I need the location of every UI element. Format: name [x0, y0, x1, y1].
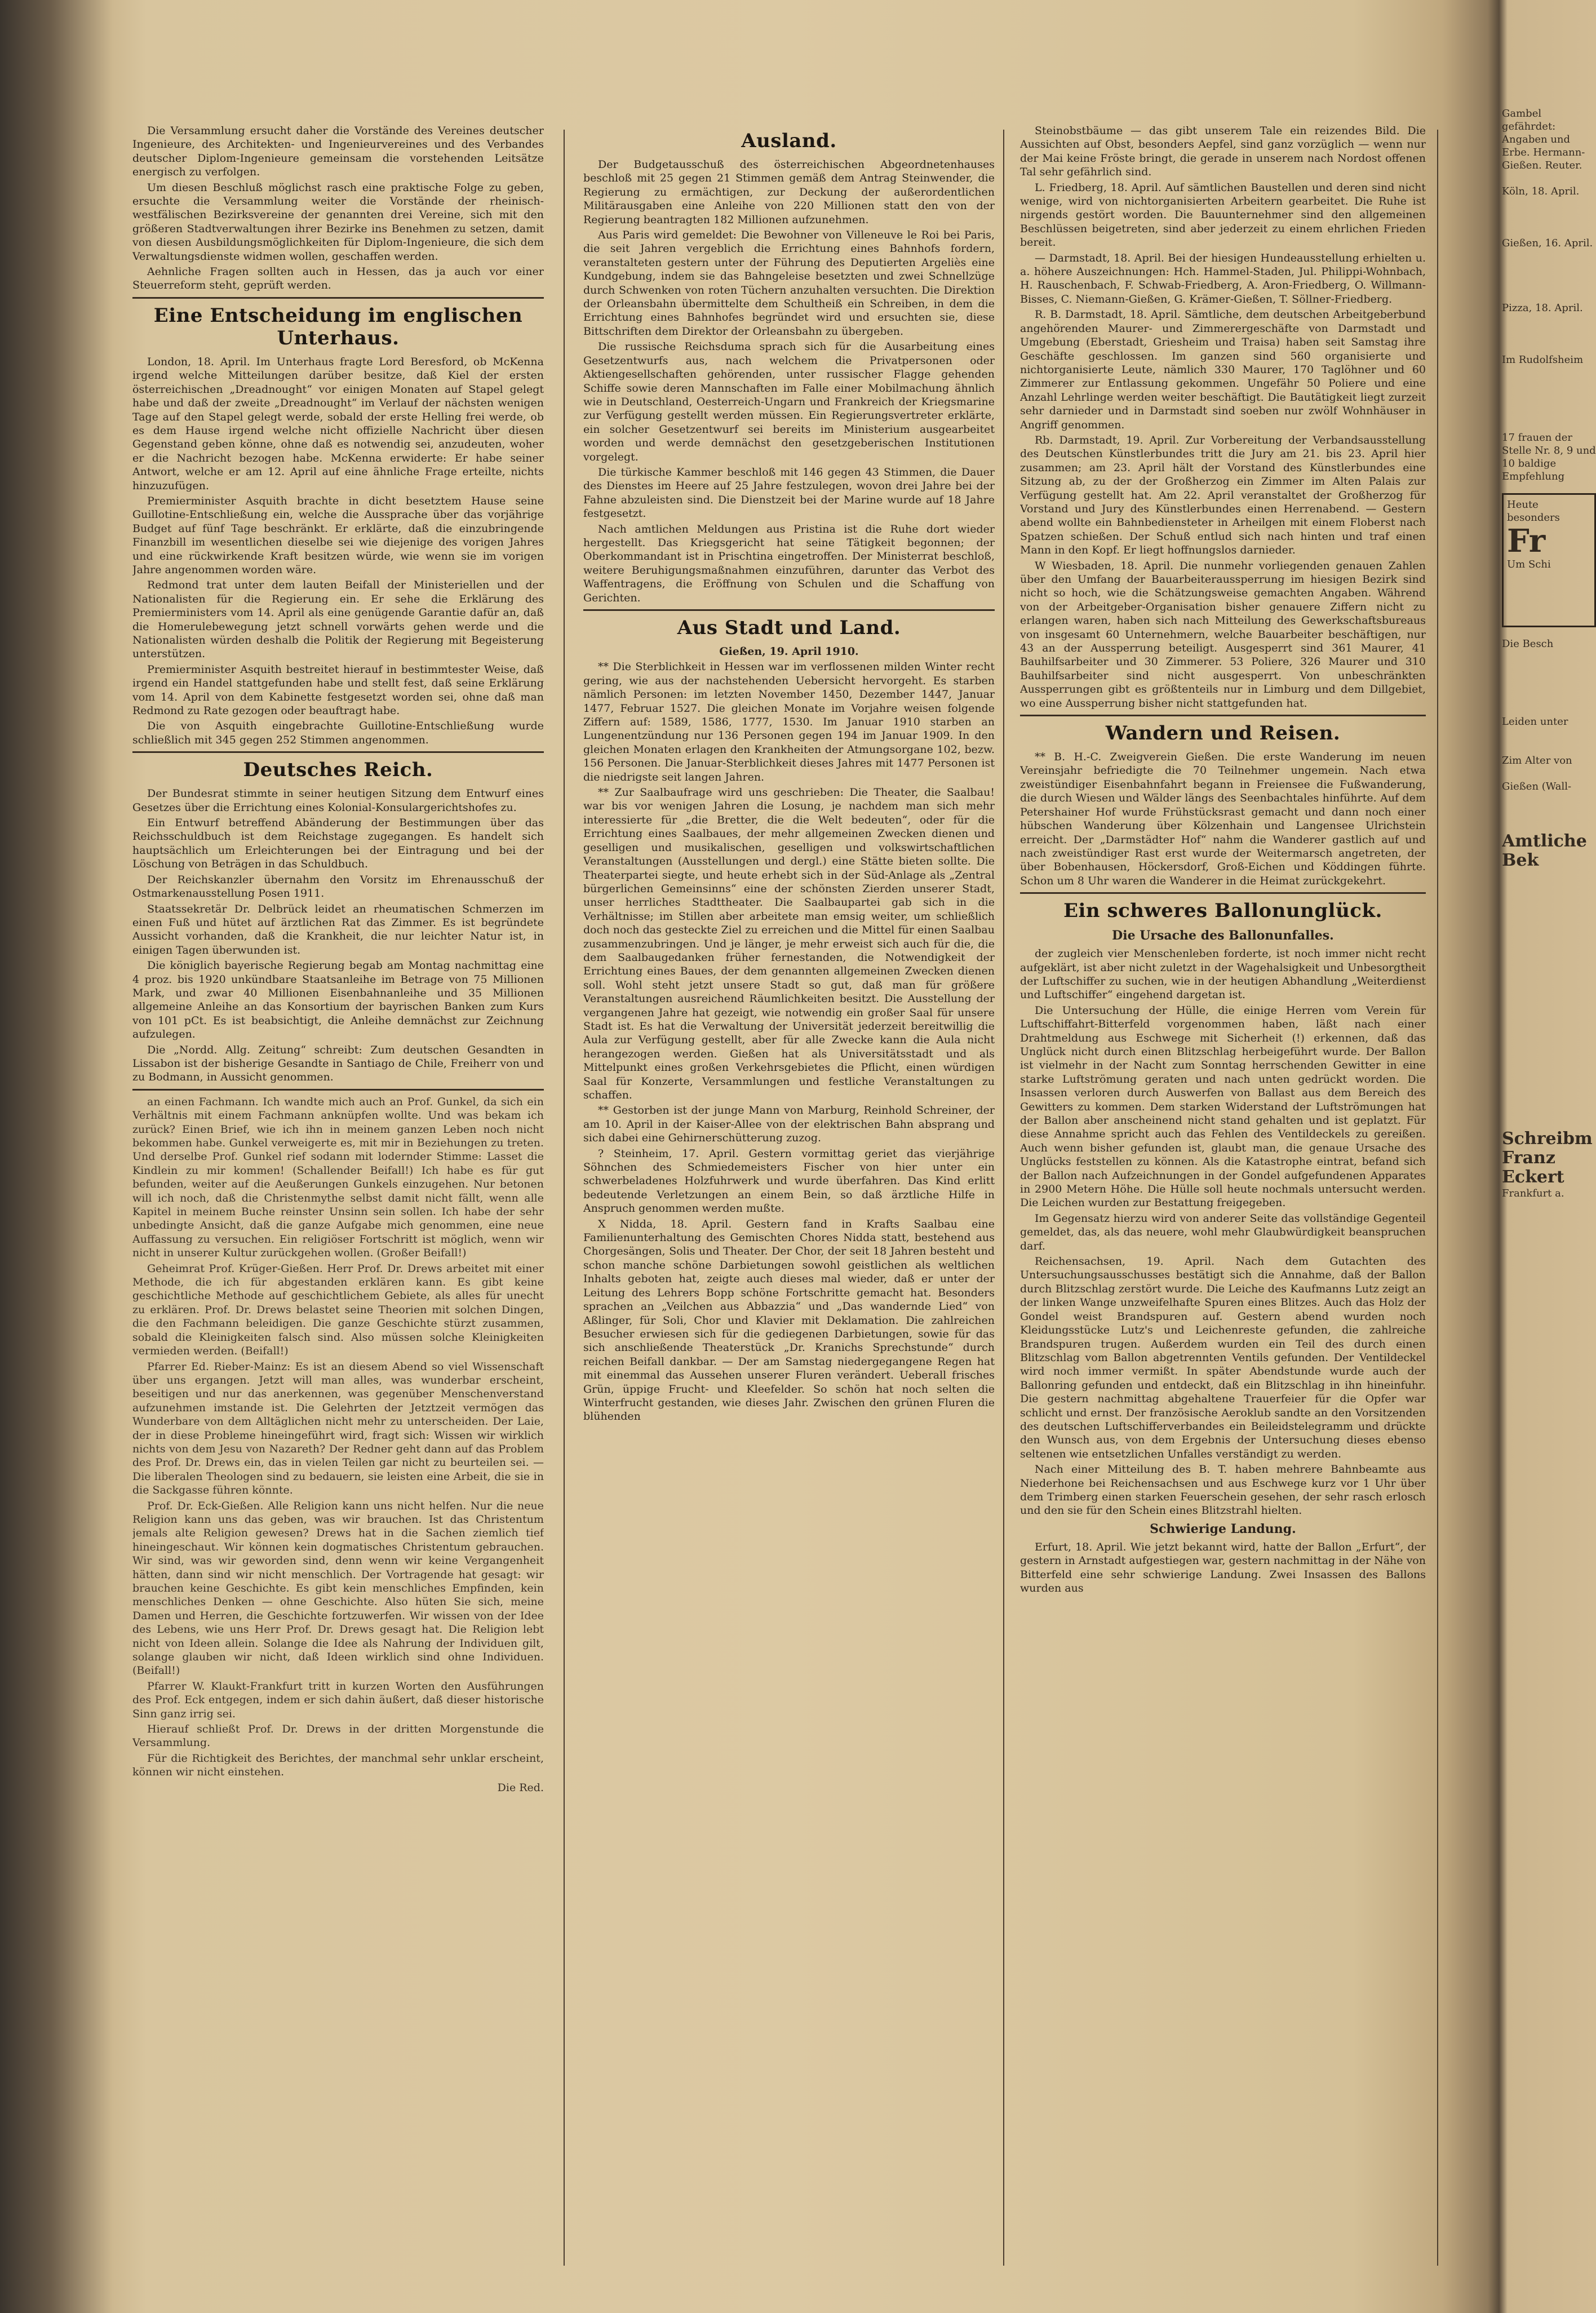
section-divider — [132, 751, 544, 753]
paragraph: London, 18. April. Im Unterhaus fragte Lord Beresford, ob McKenna irgend welche Mitteilungen darüber besitze, daß Kiel der ersten österreichischen „Dreadnought“ vor einigen Monaten auf Stapel gelegt habe und daß der zweite „Dreadnought“ im Verlauf der nächsten wenigen Tage auf den Stapel gelegt werde, sobald der erste Helling frei werde, ob es dem Hause irgend welche nicht offizielle Nachricht über diesen Gegenstand geben könne, ohne daß es notwendig sei, anzudeuten, woher er die Nachricht bezogen habe. McKenna erwiderte: Er habe seiner Antwort, welche er am 12. April auf eine ähnliche Frage erteilte, nichts hinzuzufügen. — [132, 355, 544, 492]
dateline: Gießen, 19. April 1910. — [719, 645, 859, 658]
paragraph: — Darmstadt, 18. April. Bei der hiesigen Hundeausstellung erhielten u. a. höhere Auszeichnungen: Hch. Hammel-Staden, Jul. Philippi-Wohnbach, H. Rauschenbach, F. Schwab-Friedberg, A. Aron-Friedberg, O. Willmann-Bisses, C. Niemann-Gießen, G. Krämer-Gießen, T. Söllner-Friedberg. — [1020, 251, 1426, 305]
fragment-line: Pizza, 18. April. — [1502, 302, 1583, 314]
paragraph: Die königlich bayerische Regierung begab am Montag nachmittag eine 4 proz. bis 1920 unkündbare Staatsanleihe im Betrage von 75 Millionen Mark, und zwar 40 Millionen Eisenbahnanleihe und 35 Millionen allgemeine Anleihe an das Konsortium der bayrischen Banken zum Kurs von 101 pCt. Es ist beabsichtigt, die Anleihe demnächst zur Zeichnung aufzulegen. — [132, 959, 544, 1041]
paragraph: Rb. Darmstadt, 19. April. Zur Vorbereitung der Verbandsausstellung des Deutschen Künstlerbundes tritt die Jury am 21. bis 23. April hier zusammen; am 23. April hält der Vorstand des Künstlerbundes eine Sitzung ab, zu der der Großherzog ein Zimmer im Alten Palais zur Verfügung gestellt hat. Am 22. April veranstaltet der Großherzog für Vorstand und Jury des Künstlerbundes einen Herrenabend. — Gestern abend wollte ein Bahnbediensteter in Arheilgen mit einem Floberst nach Spatzen schießen. Der Schuß entlud sich nach hinten und traf einen Mann in den Kopf. Er liegt hoffnungslos darnieder. — [1020, 433, 1426, 557]
paragraph: Für die Richtigkeit des Berichtes, der manchmal sehr unklar erscheint, können wir nicht einstehen. — [132, 1752, 544, 1779]
section-title-wandern-und-reisen: Wandern und Reisen. — [1105, 722, 1341, 745]
advert-large-letters: Fr — [1507, 522, 1546, 560]
paragraph: Die Untersuchung der Hülle, die einige Herren vom Verein für Luftschiffahrt-Bitterfeld vorgenommen haben, läßt nach einer Drahtmeldung aus Eschwege mit Sicherheit (!) erkennen, daß das Unglück nicht durch einen Blitzschlag herbeigeführt wurde. Der Ballon ist vielmehr in der Nacht zum Sonntag herrschenden Gewitter in eine starke Luftströmung geraten und nach unten gedrückt worden. Die Insassen verloren durch Auswerfen von Ballast aus dem Bereich des Gewitters zu kommen. Dem starken Widerstand der Luftströmungen hat der Ballon aber anscheinend nicht stand gehalten und ist geplatzt. Für diese Annahme spricht auch das Fehlen des Ventildeckels zu gereißen. Auch wenn bisher gefunden ist, glaubt man, die genaue Ursache des Unglücks feststellen zu können. Als die Katastrophe eintrat, befand sich der Ballon nach Aufzeichnungen in der Gondel aufgefundenen Apparates in 2900 Metern Höhe. Die Hülle soll heute nochmals untersucht werden. Die Leichen wurden zur Bestattung freigegeben. — [1020, 1004, 1426, 1209]
fragment-line: Im Rudolfsheim — [1502, 354, 1584, 366]
paragraph: Der Budgetausschuß des österreichischen Abgeordnetenhauses beschloß mit 25 gegen 21 Stimmen gemäß dem Antrag Steinwender, die Regierung zu ermächtigen, zur Deckung der außerordentlichen Militärausgaben eine Anleihe von 220 Millionen statt den von der Regierung beantragten 182 Millionen aufzunehmen. — [583, 158, 995, 226]
section-title-deutsches-reich: Deutsches Reich. — [243, 759, 433, 782]
column-rule — [1003, 130, 1004, 2266]
section-divider — [1020, 892, 1426, 894]
paragraph: Die von Asquith eingebrachte Guillotine-Entschließung wurde schließlich mit 345 gegen 252 Stimmen angenommen. — [132, 720, 544, 746]
fragment-line: Heute — [1507, 499, 1539, 511]
paragraph: Redmond trat unter dem lauten Beifall der Ministeriellen und der Nationalisten für die Regierung ein. Er sehe die Erklärung des Premierministers vom 14. April als eine genügende Garantie dafür an, daß die Homerulebewegung jetzt schnell vorwärts gehen werde und die Nationalisten würden deshalb die Politik der Regierung mit Begeisterung unterstützen. — [132, 579, 544, 661]
feuilleton — [132, 1095, 544, 1794]
fragment-heading: Amtliche Bek — [1502, 831, 1587, 870]
section-title-aus-stadt-und-land: Aus Stadt und Land. — [677, 617, 901, 639]
paragraph: R. B. Darmstadt, 18. April. Sämtliche, dem deutschen Arbeitgeberbund angehörenden Maurer- und Zimmerergeschäfte von Darmstadt und Umgebung (Eberstadt, Griesheim und Traisa) haben seit Samstag ihre Geschäfte geschlossen. Im ganzen sind 560 organisierte und nichtorganisierte Leute, nämlich 330 Maurer, 170 Taglöhner und 60 Zimmerer zur Entlassung gekommen. Ungefähr 50 Poliere und eine Anzahl Lehrlinge werden weiter beschäftigt. Die Bautätigkeit liegt zurzeit sehr darnieder und in Darmstadt sind soeben nur zwölf Wohnhäuser in Angriff genommen. — [1020, 308, 1426, 431]
paragraph: Steinobstbäume — das gibt unserem Tale ein reizendes Bild. Die Aussichten auf Obst, besonders Aepfel, sind ganz vorzüglich — wenn nur der Mai keine Fröste bringt, die gerade in unserem nach Nordost offenen Tal sehr gefährlich sind. — [1020, 125, 1426, 179]
subtitle-schwierige-landung: Schwierige Landung. — [1150, 1521, 1296, 1536]
paragraph: Nach einer Mitteilung des B. T. haben mehrere Bahnbeamte aus Niederhone bei Reichensachsen und aus Eschwege kurz vor 1 Uhr über dem Trimberg einen starken Feuerschein gesehen, der sehr rasch erlosch und den sie für den Schein eines Blitzstrahl hielten. — [1020, 1463, 1426, 1517]
fragment-line: Gambel gefährdet: Angaben und Erbe. Hermann-Gießen. Reuter. — [1502, 108, 1585, 171]
fragment-line: Gießen, 16. April. — [1502, 237, 1593, 249]
paragraph: ** Gestorben ist der junge Mann von Marburg, Reinhold Schreiner, der am 10. April in der Kaiser-Allee von der elektrischen Bahn absprang und sich dabei eine Gehirnerschütterung zuzog. — [583, 1104, 995, 1145]
column-rule — [1437, 130, 1438, 2266]
paragraph: an einen Fachmann. Ich wandte mich auch an Prof. Gunkel, da sich ein Verhältnis mit einem Fachmann anknüpfen wollte. Und was bekam ich zurück? Einen Brief, wie ich ihn in meinem ganzen Leben noch nicht bekommen habe. Gunkel verweigerte es, mit mir in Beziehungen zu treten. Und derselbe Prof. Gunkel rief sodann mit lodernder Stimme: Lasset die Kindlein zu mir kommen! (Schallender Beifall!) Ich habe es für gut befunden, weiter auf die Aeußerungen Gunkels einzugehen. Nur betonen will ich noch, daß die Christenmythe selbst damit nicht fällt, wenn alle Kapitel in meinem Buche reinster Unsinn sein sollen. Ich habe der sehr unbedingte Ansicht, daß die ganze Aufgabe mich genommen, eine neue Auffassung zu versuchen. Ein religiöser Fortschritt ist möglich, wenn wir nicht in unserer Kultur zurückgehen wollen. (Großer Beifall!) — [132, 1095, 544, 1260]
fragment-heading: Schreibm — [1502, 1129, 1593, 1149]
paragraph: Aus Paris wird gemeldet: Die Bewohner von Villeneuve le Roi bei Paris, die seit Jahren vergeblich die Errichtung eines Bahnhofs fordern, veranstalteten gestern unter der Führung des Deputierten Argeliès eine Kundgebung, indem sie das Bahngeleise besetzten und zwei Schnellzüge durch Schwenken von roten Tüchern anzuhalten versuchten. Die Direktion der Orleansbahn übermittelte dem Schultheiß ein Schreiben, in dem die Errichtung eines Bahnhofes begründet wird und ersuchten sie, diese Bittschriften dem Direktor der Orleansbahn zu übergeben. — [583, 229, 995, 338]
paragraph: ** Die Sterblichkeit in Hessen war im verflossenen milden Winter recht gering, wie aus der nachstehenden Uebersicht hervorgeht. Es starben nämlich Personen: im letzten November 1450, Dezember 1447, Januar 1477, Februar 1527. Die gleichen Monate im Vorjahre weisen folgende Ziffern auf: 1589, 1586, 1777, 1530. Im Januar 1910 starben an Lungenentzündung nur 136 Personen gegen 194 im Januar 1909. In den gleichen Monaten erlagen den Krankheiten der Atmungsorgane 102, bezw. 156 Personen. Die Januar-Sterblichkeit dieses Jahres mit 1477 Personen ist die niedrigste seit langen Jahren. — [583, 661, 995, 783]
adjacent-page-fragment — [1502, 107, 1596, 2249]
column-rule — [564, 130, 565, 2266]
paragraph: Erfurt, 18. April. Wie jetzt bekannt wird, hatte der Ballon „Erfurt“, der gestern in Arnstadt aufgestiegen war, gestern nachmittag in der Nähe von Bitterfeld eine sehr schwierige Landung. Zwei Insassen des Ballons wurden aus — [1020, 1540, 1426, 1594]
paragraph: Im Gegensatz hierzu wird von anderer Seite das vollständige Gegenteil gemeldet, das, als das neuere, wohl mehr Glaubwürdigkeit beanspruchen darf. — [1020, 1212, 1426, 1252]
column-2 — [583, 124, 995, 2271]
newspaper-page — [132, 124, 1462, 2271]
paragraph: X Nidda, 18. April. Gestern fand in Krafts Saalbau eine Familienunterhaltung des Gemischten Chores Nidda statt, bestehend aus Chorgesängen, Solis und Theater. Der Chor, der seit 18 Jahren besteht und schon manche schöne Darbietungen sowohl geistlichen als weltlichen Inhalts geboten hat, zeigte auch dieses mal wieder, daß er unter der Leitung des Lehrers Bopp schöne Fortschritte gemacht hat. Besonders sprachen an „Veilchen aus Abbazzia“ und „Das wandernde Lied“ von Aßlinger, für Soli, Chor und Klavier mit Deklamation. Die zahlreichen Besucher erwiesen sich für die gediegenen Darbietungen, sowie für das sich anschließende Theaterstück „Dr. Kranichs Sprechstunde“ durch reichen Beifall dankbar. — Der am Samstag niedergegangene Regen hat mit einemmal das Aussehen unserer Fluren verändert. Ueberall frisches Grün, üppige Frucht- und Kleefelder. So schön hat noch selten die Winterfrucht gestanden, wie dieses Jahr. Zwischen den grünen Fluren die blühenden — [583, 1217, 995, 1423]
paragraph: Die „Nordd. Allg. Zeitung“ schreibt: Zum deutschen Gesandten in Lissabon ist der bisherige Gesandte in Santiago de Chile, Freiherr von und zu Bodmann, in Aussicht genommen. — [132, 1043, 544, 1084]
paragraph: Nach amtlichen Meldungen aus Pristina ist die Ruhe dort wieder hergestellt. Das Kriegsgericht hat seine Tätigkeit begonnen; der Oberkommandant ist in Prischtina eingetroffen. Der Ministerrat beschloß, weitere Beruhigungsmaßnahmen einzuführen, darunter das Verbot des Waffentragens, die Eröffnung von Schulen und die Schaffung von Gerichten. — [583, 522, 995, 604]
fragment-line: Gießen (Wall- — [1502, 781, 1572, 792]
fragment-line: besonders — [1507, 512, 1560, 524]
feuilleton-divider — [132, 1089, 544, 1091]
section-title-englisches-unterhaus: Eine Entscheidung im englischen Unterhaus. — [153, 304, 523, 349]
paragraph: Premierminister Asquith bestreitet hierauf in bestimmtester Weise, daß irgend ein Handel stattgefunden habe und stellt fest, daß seine Erklärung vom 14. April von dem Kabinette festgesetzt worden sei, ohne daß man Redmond zu Rate gezogen oder beauftragt habe. — [132, 663, 544, 717]
fragment-line: Leiden unter — [1502, 716, 1568, 728]
paragraph: ** Zur Saalbaufrage wird uns geschrieben: Die Theater, die Saalbau! war bis vor wenigen Jahren die Losung, je nachdem man sich mehr interessierte für „die Bretter, die die Welt bedeuten“, oder für die Errichtung eines Saalbaues, der mehr allgemeinen Zwecken dienen und geselligen und musikalischen, geselligen und volkswirtschaftlichen Veranstaltungen (Ausstellungen und dergl.) eine Stätte bieten sollte. Die Theaterpartei siegte, und heute erhebt sich in der Süd-Anlage als „Zentral bürgerlichen Gemeinsinns“ eine der schönsten Zierden unserer Stadt, unser herrliches Stadttheater. Die Saalbaupartei gab sich in die Verhältnisse; im Stillen aber arbeitete man emsig weiter, um schließlich doch noch das gesteckte Ziel zu erreichen und die Mittel für einen Saalbau zusammenzubringen. Und je länger, je mehr erweist sich auch für die, die dem Saalbaugedanken früher fernestanden, die Notwendigkeit der Errichtung eines Baues, der dem genannten allgemeinen Zwecken dienen soll. Wohl steht jetzt unsere Stadt so gut, daß man für größere Veranstaltungen ausreichend Räumlichkeiten besitzt. Die Ausstellung der vergangenen Jahre hat gezeigt, wie notwendig ein großer Saal für unsere Stadt ist. Es hat die Verwaltung der Universität jederzeit bereitwillig die Aula zur Verfügung gestellt, aber für alle Zwecke kann die Aula nicht herangezogen werden. Gießen hat als Universitätsstadt und als Mittelpunkt eines großen Verkehrsgebietes die Pflicht, einen würdigen Saal für Konzerte, Versammlungen und festliche Veranstaltungen zu schaffen. — [583, 786, 995, 1101]
editor-signature: Die Red. — [497, 1781, 544, 1794]
paragraph: Um diesen Beschluß möglichst rasch eine praktische Folge zu geben, ersuchte die Versammlung weiter die Vorstände der rheinisch-westfälischen Bezirksvereine der genannten drei Vereine, sich mit den größeren Stadtverwaltungen ihrer Bezirke ins Benehmen zu setzen, damit von diesen Ausbildungsmöglichkeiten für Diplom-Ingenieure, die sich dem Verwaltungsdienste widmen wollen, geschaffen werden. — [132, 181, 544, 263]
paragraph: Staatssekretär Dr. Delbrück leidet an rheumatischen Schmerzen im einen Fuß und hütet auf ärztlichen Rat das Zimmer. Es ist begründete Aussicht vorhanden, daß die Krankheit, die nur leichter Natur ist, in einigen Tagen überwunden ist. — [132, 902, 544, 956]
paragraph: Die Versammlung ersucht daher die Vorstände des Vereines deutscher Ingenieure, des Architekten- und Ingenieurvereines und des Verbandes deutscher Diplom-Ingenieure gemeinsam die vorstehenden Leitsätze energisch zu verfolgen. — [132, 125, 544, 179]
paragraph: Hierauf schließt Prof. Dr. Drews in der dritten Morgenstunde die Versammlung. — [132, 1723, 544, 1749]
paragraph: W Wiesbaden, 18. April. Die nunmehr vorliegenden genauen Zahlen über den Umfang der Bauarbeiteraussperrung im hiesigen Bezirk sind nicht so hoch, wie die Schätzungsweise gemachten Angaben. Während von der Arbeitgeber-Organisation bisher genauere Ziffern nicht zu erlangen waren, haben sich nach Mitteilung des Gewerkschaftsbureaus von insgesamt 60 Unternehmern, welche Bauarbeiter beschäftigen, nur 43 an der Aussperrung beteiligt. Ausgesperrt sind 361 Maurer, 41 Bauhilfsarbeiter und 30 Zimmerer. 53 Poliere, 326 Maurer und 310 Bauhilfsarbeiter sind nicht ausgesperrt. Von unbeschränkten Aussperrungen gibt es größtenteils nur in Limburg und dem Dillgebiet, wo eine Aussperrung bisher nicht stattgefunden hat. — [1020, 559, 1426, 710]
paragraph: Ein Entwurf betreffend Abänderung der Bestimmungen über das Reichsschuldbuch ist dem Reichstage zugegangen. Es handelt sich hauptsächlich um Erleichterungen bei der Eintragung und bei der Löschung von Beträgen in das Schuldbuch. — [132, 817, 544, 871]
section-title-ballonunglueck: Ein schweres Ballonunglück. — [1063, 900, 1382, 923]
section-divider — [583, 609, 995, 611]
fragment-line: Köln, 18. April. — [1502, 185, 1580, 197]
section-divider — [132, 297, 544, 299]
subtitle: Die Ursache des Ballonunfalles. — [1112, 928, 1334, 943]
advert-box — [1502, 493, 1596, 627]
paragraph: Die russische Reichsduma sprach sich für die Ausarbeitung eines Gesetzentwurfs aus, nach welchem die Privatpersonen oder Aktiengesellschaften gehörenden, unter russischer Flagge gehenden Schiffe sowie deren Mannschaften im Falle einer Mobilmachung ähnlich wie in Deutschland, Oesterreich-Ungarn und Frankreich der Kriegsmarine zur Verfügung gestellt werden müssen. Ein Regierungsvertreter erklärte, ein solcher Gesetzentwurf sei bereits im Ministerium ausgearbeitet worden und werde demnächst den gesetzgeberischen Institutionen vorgelegt. — [583, 340, 995, 463]
section-divider — [1020, 715, 1426, 716]
fragment-heading: Franz Eckert — [1502, 1148, 1564, 1187]
paragraph: Premierminister Asquith brachte in dicht besetztem Hause seine Guillotine-Entschließung ein, welche die Aussprache über das vorjährige Budget auf fünf Tage beschränkt. Er erklärte, daß die einzubringende Finanzbill im wesentlichen dieselbe sei wie diejenige des vorigen Jahres und eine rückwirkende Kraft besitzen würde, wie wenn sie im vorigen Jahre angenommen worden wäre. — [132, 494, 544, 576]
fragment-line: Frankfurt a. — [1502, 1187, 1564, 1199]
paragraph: ** B. H.-C. Zweigverein Gießen. Die erste Wanderung im neuen Vereinsjahr befriedigte die 70 Teilnehmer ungemein. Nach etwa zweistündiger Eisenbahnfahrt begann in Freiensee die Fußwanderung, die durch Wiesen und Wälder längs des Seenbachtales hinführte. Auf dem Petershainer Hof wurde Frühstücksrast gemacht und dann noch einer hübschen Wanderung über Kölzenhain und Langensee Ulrichstein erreicht. Der „Darmstädter Hof“ nahm die Wanderer gastlich auf und nach zweistündiger Rast erst wurde der Weitermarsch angetreten, der über Bobenhausen, Höckersdorf, Groß-Eichen und Köddingen führte. Schon um 8 Uhr waren die Wanderer in die Heimat zurückgekehrt. — [1020, 751, 1426, 887]
paragraph: Der Bundesrat stimmte in seiner heutigen Sitzung dem Entwurf eines Gesetzes über die Errichtung eines Kolonial-Konsulargerichtshofes zu. — [132, 787, 544, 814]
paragraph: ? Steinheim, 17. April. Gestern vormittag geriet das vierjährige Söhnchen des Schmiedemeisters Fischer von hier unter ein schwerbeladenes Holzfuhrwerk und wurde überfahren. Das Kind erlitt bedeutende Verletzungen an einem Bein, so daß ärztliche Hilfe in Anspruch genommen werden mußte. — [583, 1147, 995, 1215]
paragraph: Aehnliche Fragen sollten auch in Hessen, das ja auch vor einer Steuerreform steht, geprüft werden. — [132, 265, 544, 292]
fragment-line: Um Schi — [1507, 559, 1551, 570]
paragraph: L. Friedberg, 18. April. Auf sämtlichen Baustellen und deren sind nicht wenige, wird von nichtorganisierten Arbeitern gearbeitet. Die Ruhe ist nirgends gestört worden. Die Bauunternehmer sind den allgemeinen Beschlüssen beigetreten, sind aber jederzeit zu einem ehrlichen Frieden bereit. — [1020, 181, 1426, 249]
paragraph: Reichensachsen, 19. April. Nach dem Gutachten des Untersuchungsausschusses bestätigt sich die Annahme, daß der Ballon durch Blitzschlag zerstört wurde. Die Leiche des Kaufmanns Lutz zeigt an der linken Wange unzweifelhafte Spuren eines Blitzes. Auch das Holz der Gondel weist Brandspuren auf. Gestern abend wurden noch Kleidungsstücke Lutz's und Leichenreste gefunden, die zahlreiche Brandspuren trugen. Außerdem wurden ein Teil des durch einen Blitzschlag vom Ballon abgetrennten Ventils gefunden. Der Ventildeckel wird noch immer vermißt. In später Abendstunde wurde auch der Ballonring gefunden und entdeckt, daß ein Blitzschlag in ihn hineinfuhr. Die gestern nachmittag abgehaltene Trauerfeier für die Opfer war schlicht und ernst. Der französische Aeroklub sandte an den Vorsitzenden des deutschen Luftschifferverbandes ein Beileidstelegramm und drückte den Wunsch aus, von dem Ergebnis der Untersuchung dieses ebenso seltenen wie entsetzlichen Unfalles verständigt zu werden. — [1020, 1255, 1426, 1460]
paragraph: der zugleich vier Menschenleben forderte, ist noch immer nicht recht aufgeklärt, ist aber nicht zuletzt in der Wagehalsigkeit und Unbesorgtheit der Luftschiffer zu suchen, wie in der heutigen Abhandlung „Weiterdienst und Luftschiffer“ eingehend dargetan ist. — [1020, 947, 1426, 1002]
fragment-line: Die Besch — [1502, 638, 1554, 650]
paragraph: Pfarrer Ed. Rieber-Mainz: Es ist an diesem Abend so viel Wissenschaft über uns ergangen. Jetzt will man alles, was wunderbar erscheint, beseitigen und nur das anerkennen, was gegenüber Menschenverstand aufzunehmen imstande ist. Die Gelehrten der Jetztzeit vermögen das Wunderbare von dem Alltäglichen nicht mehr zu unterscheiden. Der Laie, der in diese Probleme hineingeführt wird, fragt sich: Wissen wir wirklich nichts von dem Jesu von Nazareth? Der Redner geht dann auf das Problem des Prof. Dr. Drews ein, das in vielen Teilen gar nicht zu beurteilen sei. — Die liberalen Theologen sind zu bedauern, sie leisten eine Arbeit, die sie in die Sackgasse führen könnte. — [132, 1360, 544, 1497]
section-title-ausland: Ausland. — [741, 130, 837, 152]
paragraph: Geheimrat Prof. Krüger-Gießen. Herr Prof. Dr. Drews arbeitet mit einer Methode, die ich für abgestanden erklären kann. Es gibt keine geschichtliche Methode auf geschichtlichem Gebiete, als alles für unecht zu erklären. Prof. Dr. Drews belastet seine Theorien mit solchen Dingen, die den Fachmann beleidigen. Die ganze Geschichte stürzt zusammen, sobald die Kleinigkeiten falsch sind. Also müssen solche Kleinigkeiten vermieden werden. (Beifall!) — [132, 1262, 544, 1358]
paragraph: Der Reichskanzler übernahm den Vorsitz im Ehrenausschuß der Ostmarkenausstellung Posen 1911. — [132, 873, 544, 900]
fragment-line: Zim Alter von — [1502, 755, 1572, 766]
paragraph: Die türkische Kammer beschloß mit 146 gegen 43 Stimmen, die Dauer des Dienstes im Heere auf 25 Jahre festzulegen, wovon drei Jahre bei der Fahne abzuleisten sind. Die Dienstzeit bei der Marine wurde auf 18 Jahre festgesetzt. — [583, 466, 995, 520]
fragment-line: 17 frauen der Stelle Nr. 8, 9 und 10 baldige Empfehlung — [1502, 432, 1596, 482]
column-3 — [1020, 124, 1426, 2271]
paragraph: Pfarrer W. Klaukt-Frankfurt tritt in kurzen Worten den Ausführungen des Prof. Eck entgegen, indem er sich dahin äußert, daß dieser historische Sinn ganz irrig sei. — [132, 1680, 544, 1720]
paragraph: Prof. Dr. Eck-Gießen. Alle Religion kann uns nicht helfen. Nur die neue Religion kann uns das geben, was wir brauchen. Ist das Christentum jemals alte Religion gewesen? Drews hat in die Sachen ziemlich tief hineingeschaut. Wir können kein dogmatisches Christentum gebrauchen. Wir sind, was wir geworden sind, denn wenn wir keine Vergangenheit hätten, dann sind wir nicht menschlich. Der Vortragende hat gesagt: wir brauchen keine Geschichte. Es gibt kein menschliches Empfinden, kein menschliches Denken — ohne Geschichte. Also hüten Sie sich, meine Damen und Herren, die Geschichte fortzuwerfen. Wir wissen von der Idee des Lebens, wie uns Herr Prof. Dr. Drews gesagt hat. Die Religion lebt nicht von Ideen allein. Solange die Idee als Nahrung der Individuen gilt, solange glauben wir nicht, daß Ideen wirklich sind ohne Individuen. (Beifall!) — [132, 1499, 544, 1677]
column-1 — [132, 124, 544, 2271]
